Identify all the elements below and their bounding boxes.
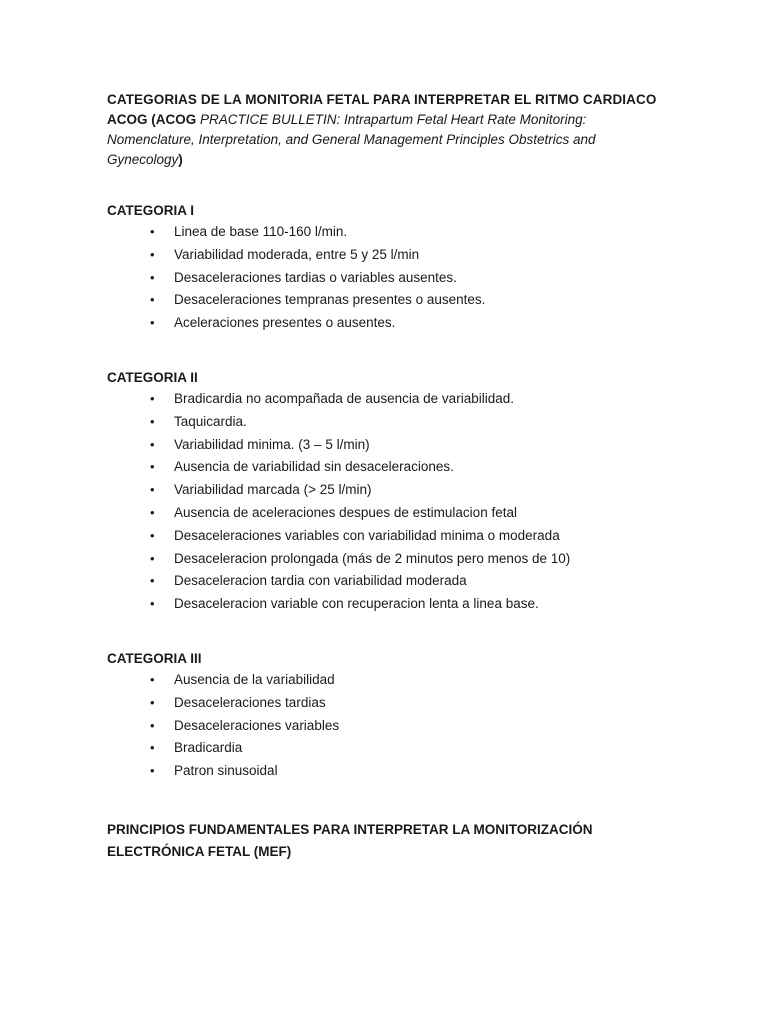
list-item <box>107 411 707 434</box>
list-item <box>107 737 707 760</box>
principles-heading-line-2: ELECTRÓNICA FETAL (MEF) <box>107 843 292 859</box>
list-item-text: Variabilidad minima. (3 – 5 l/min) <box>174 436 370 452</box>
bullet-icon: • <box>150 413 155 429</box>
bullet-icon: • <box>150 482 155 498</box>
list-item <box>107 221 707 244</box>
bullet-icon: • <box>150 717 155 733</box>
list-item-text: Ausencia de aceleraciones despues de estimulacion fetal <box>174 504 517 520</box>
list-item <box>107 525 707 548</box>
principles-heading <box>107 819 707 863</box>
reference-line-4 <box>107 150 707 170</box>
list-item <box>107 244 707 267</box>
list-item <box>107 593 707 616</box>
reference-bulletin-title-1: PRACTICE BULLETIN: Intrapartum Fetal Heart Rate Monitoring: <box>196 112 587 127</box>
list-item-text: Desaceleraciones tardias <box>174 694 326 710</box>
list-item <box>107 388 707 411</box>
category-2-heading: CATEGORIA II <box>107 369 198 385</box>
list-item-text: Desaceleraciones variables con variabilidad minima o moderada <box>174 527 560 543</box>
reference-acog-open: ACOG ( <box>107 112 156 127</box>
category-2-list <box>107 388 707 616</box>
list-item <box>107 267 707 290</box>
document-page <box>107 90 707 863</box>
reference-bulletin-title-2: Nomenclature, Interpretation, and General Management Principles Obstetrics and <box>107 132 596 147</box>
list-item-text: Desaceleracion variable con recuperacion lenta a linea base. <box>174 596 539 612</box>
bullet-icon: • <box>150 550 155 566</box>
reference-close-paren: ) <box>178 152 183 167</box>
bullet-icon: • <box>150 596 155 612</box>
list-item <box>107 289 707 312</box>
bullet-icon: • <box>150 527 155 543</box>
list-item-text: Bradicardia no acompañada de ausencia de variabilidad. <box>174 390 514 406</box>
list-item-text: Desaceleraciones variables <box>174 717 340 733</box>
list-item <box>107 312 707 335</box>
list-item-text: Ausencia de la variabilidad <box>174 671 335 687</box>
category-3-heading: CATEGORIA III <box>107 650 202 666</box>
document-title: CATEGORIAS DE LA MONITORIA FETAL PARA INTERPRETAR EL RITMO CARDIACO <box>107 92 657 107</box>
bullet-icon: • <box>150 573 155 589</box>
list-item-text: Bradicardia <box>174 740 243 756</box>
bullet-icon: • <box>150 671 155 687</box>
list-item <box>107 479 707 502</box>
list-item <box>107 456 707 479</box>
list-item-text: Ausencia de variabilidad sin desaceleraciones. <box>174 459 454 475</box>
bullet-icon: • <box>150 390 155 406</box>
reference-acog: ACOG <box>155 112 197 127</box>
list-item <box>107 760 707 783</box>
list-item-text: Variabilidad marcada (> 25 l/min) <box>174 482 372 498</box>
list-item-text: Desaceleracion tardia con variabilidad moderada <box>174 573 467 589</box>
bullet-icon: • <box>150 459 155 475</box>
list-item <box>107 715 707 738</box>
bullet-icon: • <box>150 269 155 285</box>
list-item <box>107 570 707 593</box>
list-item <box>107 692 707 715</box>
list-item-text: Aceleraciones presentes o ausentes. <box>174 315 396 331</box>
category-3-list <box>107 669 707 783</box>
reference-line-1 <box>107 110 707 130</box>
category-1-heading: CATEGORIA I <box>107 203 194 218</box>
list-item-text: Patron sinusoidal <box>174 763 278 779</box>
bullet-icon: • <box>150 246 155 262</box>
bullet-icon: • <box>150 740 155 756</box>
bullet-icon: • <box>150 436 155 452</box>
list-item <box>107 548 707 571</box>
list-item-text: Taquicardia. <box>174 413 247 429</box>
list-item-text: Linea de base 110-160 l/min. <box>174 224 348 239</box>
bullet-icon: • <box>150 315 155 331</box>
principles-heading-line-1: PRINCIPIOS FUNDAMENTALES PARA INTERPRETAR LA MONITORIZACIÓN <box>107 821 593 837</box>
bullet-icon: • <box>150 694 155 710</box>
list-item-text: Desaceleraciones tardias o variables ausentes. <box>174 269 457 285</box>
document-title-block <box>107 90 707 170</box>
bullet-icon: • <box>150 763 155 779</box>
category-1-list <box>107 221 707 335</box>
list-item-text: Desaceleraciones tempranas presentes o ausentes. <box>174 292 486 308</box>
bullet-icon: • <box>150 292 155 308</box>
reference-bulletin-title-3: Gynecology <box>107 152 179 167</box>
list-item-text: Variabilidad moderada, entre 5 y 25 l/min <box>174 246 420 262</box>
list-item-text: Desaceleracion prolongada (más de 2 minutos pero menos de 10) <box>174 550 571 566</box>
bullet-icon: • <box>150 504 155 520</box>
list-item <box>107 434 707 457</box>
list-item <box>107 669 707 692</box>
bullet-icon: • <box>150 224 155 239</box>
list-item <box>107 502 707 525</box>
